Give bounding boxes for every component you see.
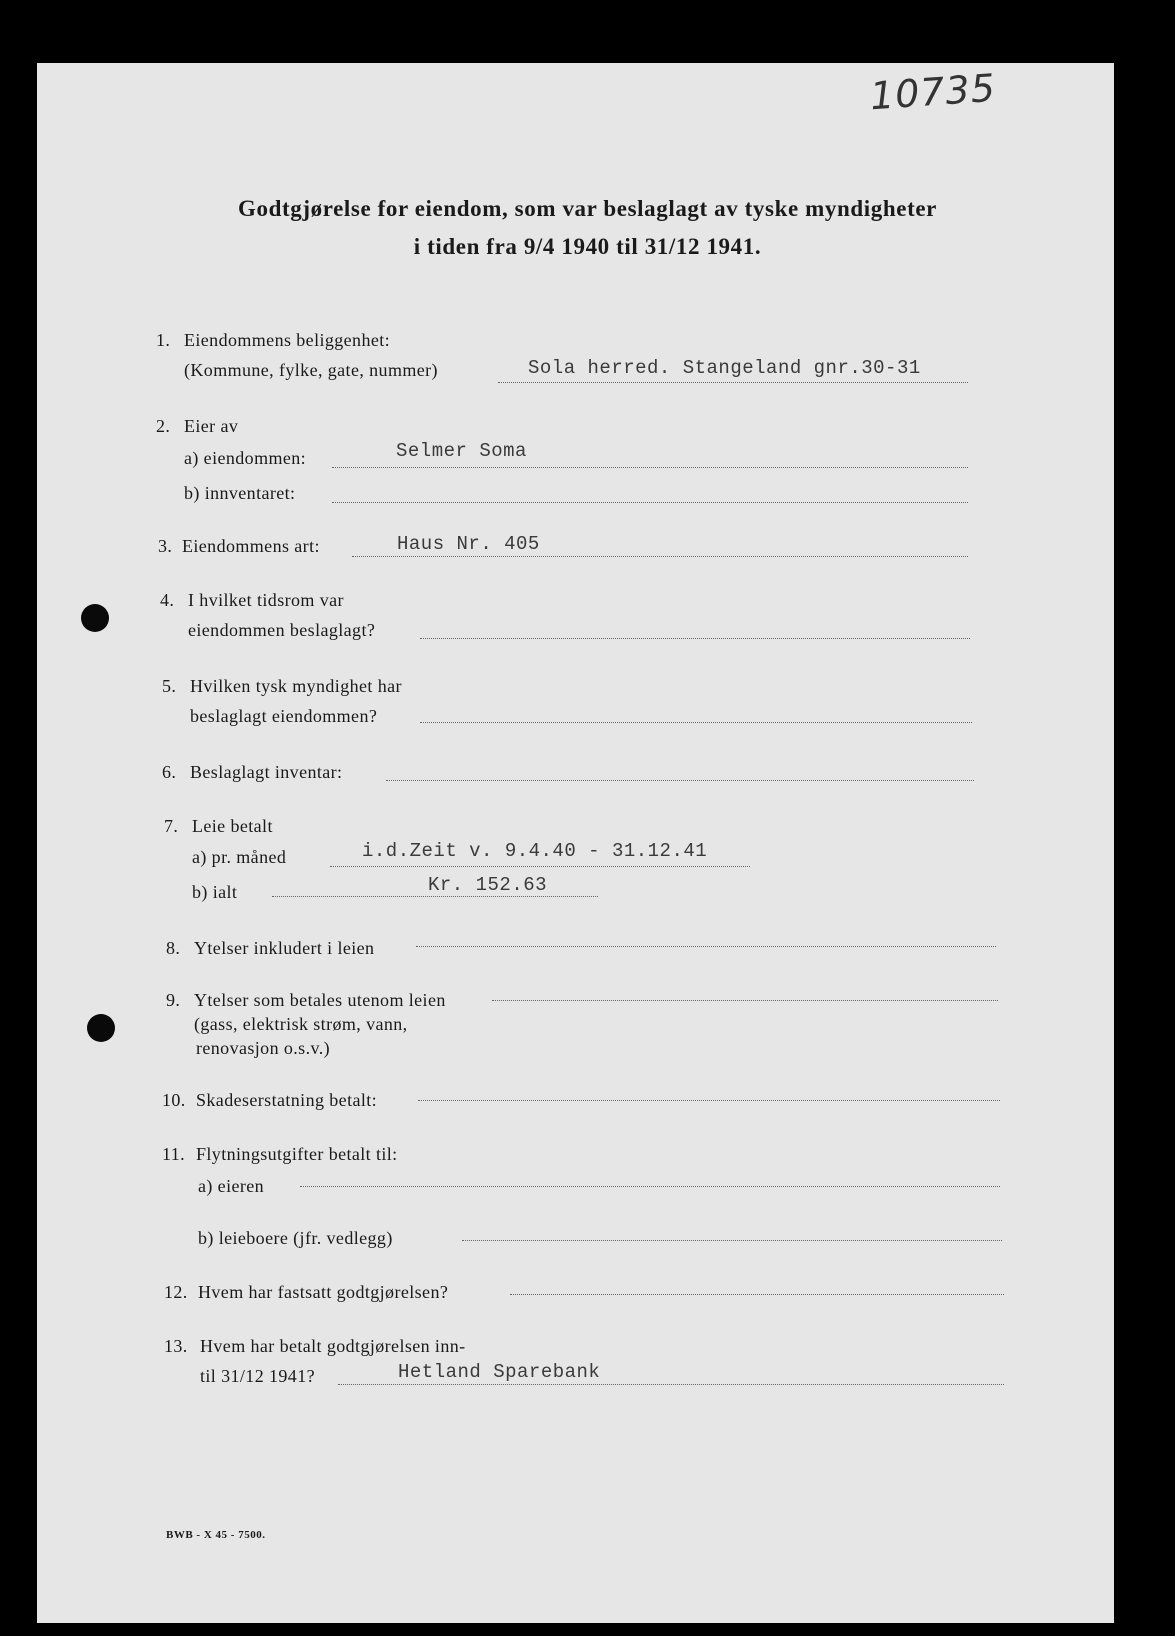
q7b-answer: Kr. 152.63: [428, 874, 548, 896]
q5-number: 5.: [162, 676, 177, 696]
q4-label: I hvilket tidsrom var: [188, 590, 344, 610]
printer-imprint: BWB - X 45 - 7500.: [166, 1529, 266, 1541]
q8-number: 8.: [166, 938, 181, 958]
q7a-label: a) pr. måned: [192, 847, 287, 867]
q11-number: 11.: [162, 1144, 186, 1164]
q6-label: Beslaglagt inventar:: [190, 762, 343, 782]
punch-hole: [87, 1014, 115, 1042]
form-title-line2: i tiden fra 9/4 1940 til 31/12 1941.: [413, 234, 762, 259]
q2b-answer-line: [332, 502, 968, 503]
q12-number: 12.: [164, 1282, 188, 1302]
q1-label: Eiendommens beliggenhet:: [184, 330, 391, 350]
q5-answer-line: [420, 722, 972, 723]
q11-label: Flytningsutgifter betalt til:: [196, 1144, 398, 1164]
q8-answer-line: [416, 946, 996, 947]
q1-answer: Sola herred. Stangeland gnr.30-31: [528, 357, 921, 379]
q3-label: Eiendommens art:: [182, 536, 320, 556]
q11b-label: b) leieboere (jfr. vedlegg): [198, 1228, 393, 1248]
punch-hole: [81, 604, 109, 632]
q3-answer: Haus Nr. 405: [397, 533, 540, 555]
q13-answer: Hetland Sparebank: [398, 1361, 601, 1383]
q2-label: Eier av: [184, 416, 239, 436]
q10-answer-line: [418, 1100, 1000, 1101]
q9-answer-line: [492, 1000, 998, 1001]
q13-sublabel: til 31/12 1941?: [200, 1366, 315, 1386]
q4-answer-line: [420, 638, 970, 639]
q7a-answer: i.d.Zeit v. 9.4.40 - 31.12.41: [362, 840, 708, 862]
q7-number: 7.: [164, 816, 179, 836]
q1-number: 1.: [156, 330, 171, 350]
q11b-answer-line: [462, 1240, 1002, 1241]
q7a-answer-line: [330, 866, 750, 867]
q7b-label: b) ialt: [192, 882, 238, 902]
q10-number: 10.: [162, 1090, 186, 1110]
q10-label: Skadeserstatning betalt:: [196, 1090, 378, 1110]
q11a-answer-line: [300, 1186, 1000, 1187]
q13-answer-line: [338, 1384, 1004, 1385]
q2a-answer: Selmer Soma: [396, 440, 527, 462]
q7-label: Leie betalt: [192, 816, 273, 836]
q6-answer-line: [386, 780, 974, 781]
q12-label: Hvem har fastsatt godtgjørelsen?: [198, 1282, 449, 1302]
q2-number: 2.: [156, 416, 171, 436]
q11a-label: a) eieren: [198, 1176, 265, 1196]
q3-answer-line: [352, 556, 968, 557]
q2b-label: b) innventaret:: [184, 483, 296, 503]
q9-label: Ytelser som betales utenom leien: [194, 990, 446, 1010]
q4-sublabel: eiendommen beslaglagt?: [188, 620, 376, 640]
q4-number: 4.: [160, 590, 175, 610]
form-title-line1: Godtgjørelse for eiendom, som var beslaglagt av tyske myndigheter: [238, 196, 937, 221]
q1-answer-line: [498, 382, 968, 383]
q13-number: 13.: [164, 1336, 188, 1356]
q5-sublabel: beslaglagt eiendommen?: [190, 706, 378, 726]
q8-label: Ytelser inkludert i leien: [194, 938, 375, 958]
q2a-answer-line: [332, 467, 968, 468]
q1-sublabel: (Kommune, fylke, gate, nummer): [184, 360, 438, 380]
q5-label: Hvilken tysk myndighet har: [190, 676, 402, 696]
q12-answer-line: [510, 1294, 1004, 1295]
q2a-label: a) eiendommen:: [184, 448, 307, 468]
q6-number: 6.: [162, 762, 177, 782]
q9-sublabel-1: (gass, elektrisk strøm, vann,: [194, 1014, 408, 1034]
q13-label: Hvem har betalt godtgjørelsen inn-: [200, 1336, 466, 1356]
q9-number: 9.: [166, 990, 181, 1010]
q7b-answer-line: [272, 896, 598, 897]
q9-sublabel-2: renovasjon o.s.v.): [196, 1038, 331, 1058]
archive-number: 10735: [868, 65, 998, 119]
q3-number: 3.: [158, 536, 173, 556]
